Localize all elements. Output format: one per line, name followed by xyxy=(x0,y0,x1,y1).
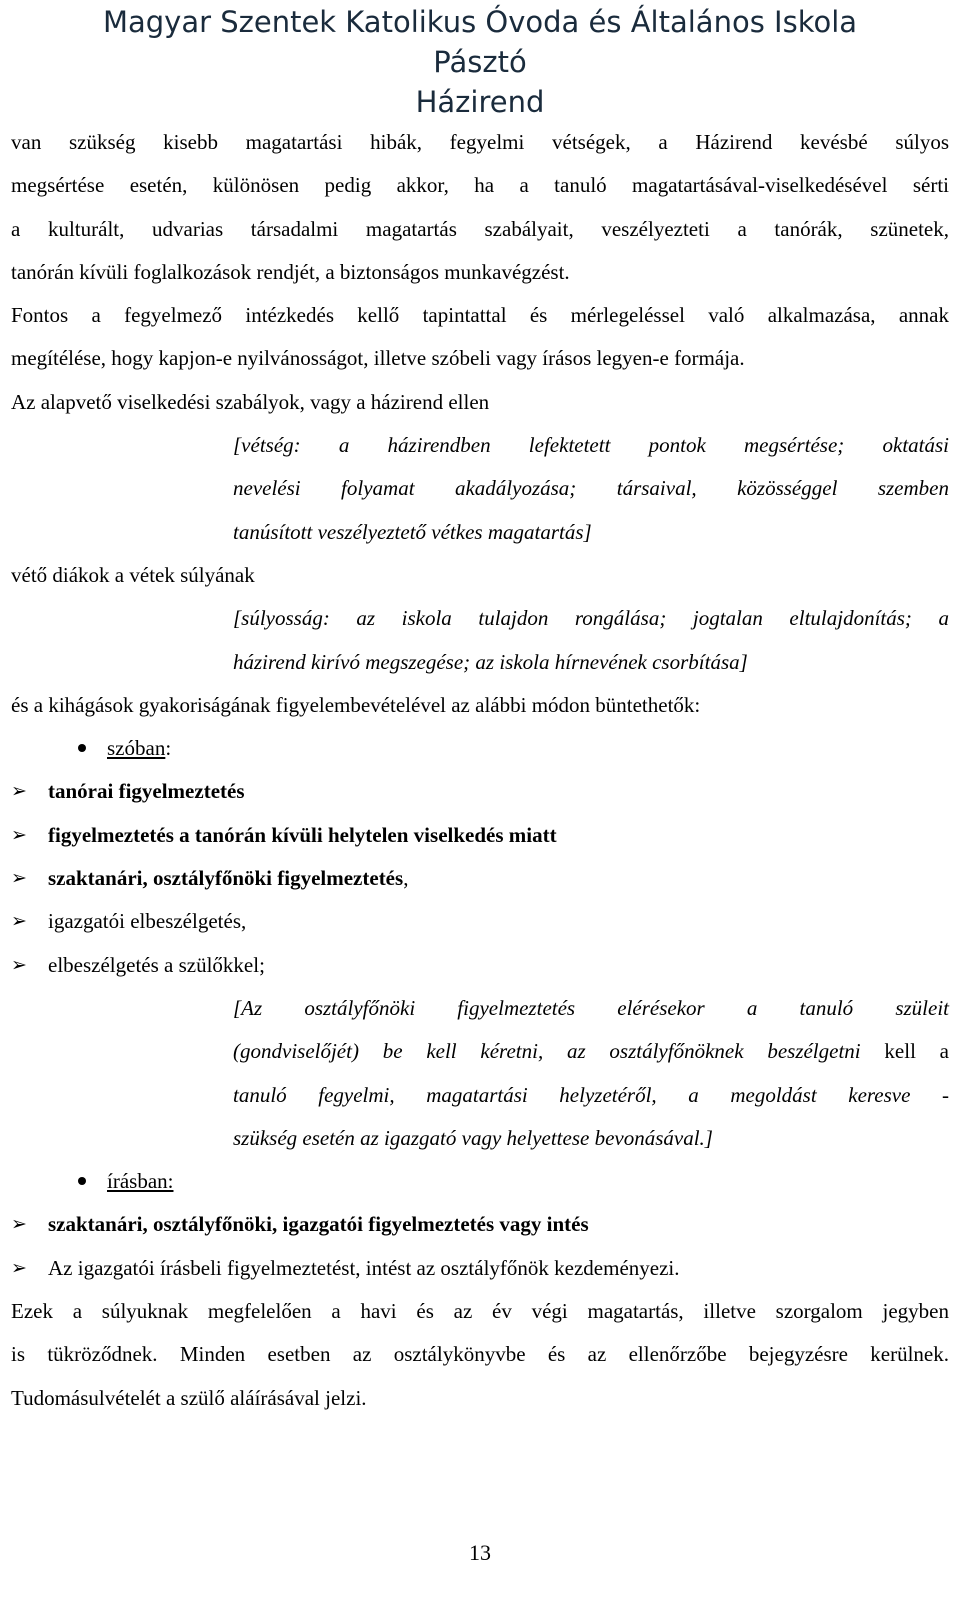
note-parents xyxy=(233,987,949,1160)
bullet-written-label: írásban: xyxy=(107,1169,174,1194)
list-item-suffix: , xyxy=(403,866,409,891)
list-item xyxy=(11,1203,949,1246)
list-item-text: Az igazgatói írásbeli figyelmeztetést, intést az osztályfőnök kezdeményezi. xyxy=(48,1255,680,1280)
arrowhead-bullet-icon: ➢ xyxy=(11,1256,27,1279)
arrowhead-bullet-icon: ➢ xyxy=(11,910,27,933)
arrowhead-bullet-icon: ➢ xyxy=(11,1213,27,1236)
arrowhead-bullet-icon: ➢ xyxy=(11,780,27,803)
page-header xyxy=(0,2,960,122)
bullet-written xyxy=(78,1160,949,1203)
arrowhead-bullet-icon: ➢ xyxy=(11,867,27,890)
document-body xyxy=(11,121,949,1420)
header-title: Házirend xyxy=(415,85,545,119)
header-town: Pásztó xyxy=(433,45,527,79)
page-number: 13 xyxy=(469,1540,491,1565)
text-line: házirend kirívó megszegése; az iskola hírnevének csorbítása] xyxy=(233,649,748,674)
text-line: Ezek a súlyuknak megfelelően a havi és az év végi magatartás, illetve szorgalom jegyben xyxy=(11,1299,949,1324)
text-line: [Az osztályfőnöki figyelmeztetés elérésekor a tanuló szüleit xyxy=(233,995,949,1020)
paragraph-severity: vétő diákok a vétek súlyának xyxy=(11,562,255,587)
text-line: van szükség kisebb magatartási hibák, fegyelmi vétségek, a Házirend kevésbé súlyos xyxy=(11,130,949,154)
text-line: Tudomásulvételét a szülő aláírásával jelzi. xyxy=(11,1385,367,1410)
text-fragment: (gondviselőjét) be kell kéretni, az osztályfőnöknek beszélgetni xyxy=(233,1039,861,1064)
text-line xyxy=(233,1030,949,1073)
list-item-text: tanórai figyelmeztetés xyxy=(48,779,245,804)
note-severity xyxy=(233,597,949,684)
list-item-text: figyelmeztetés a tanórán kívüli helytelen viselkedés miatt xyxy=(48,822,557,847)
list-item-text: szaktanári, osztályfőnöki figyelmeztetés xyxy=(48,866,404,891)
text-line: tanórán kívüli foglalkozások rendjét, a biztonságos munkavégzést. xyxy=(11,259,570,284)
text-line: szükség esetén az igazgató vagy helyettese bevonásával.] xyxy=(233,1125,713,1150)
arrowhead-bullet-icon: ➢ xyxy=(11,953,27,976)
list-item-text: igazgatói elbeszélgetés, xyxy=(48,909,247,934)
text-line: tanuló fegyelmi, magatartási helyzetéről, a megoldást keresve - xyxy=(233,1082,949,1107)
note-offense xyxy=(233,424,949,554)
text-line: megítélése, hogy kapjon-e nyilvánosságot, illetve szóbeli vagy írásos legyen-e formája. xyxy=(11,346,745,371)
paragraph-discipline xyxy=(11,294,949,381)
list-item xyxy=(11,857,949,900)
text-fragment: kell a xyxy=(884,1039,950,1064)
arrowhead-bullet-icon: ➢ xyxy=(11,823,27,846)
text-line: nevelési folyamat akadályozása; társaival, közösséggel szemben xyxy=(233,476,949,501)
text-line: megsértése esetén, különösen pedig akkor, ha a tanuló magatartásával-viselkedésével sérti xyxy=(11,173,949,198)
list-item-text: szaktanári, osztályfőnöki, igazgatói figyelmeztetés vagy intés xyxy=(48,1212,589,1237)
paragraph-punishments: és a kihágások gyakoriságának figyelembevételével az alábbi módon büntethetők: xyxy=(11,692,701,717)
bullet-oral xyxy=(78,727,949,770)
bullet-oral-suffix: : xyxy=(165,736,172,761)
list-item xyxy=(11,1247,949,1290)
list-item xyxy=(11,944,949,987)
list-item xyxy=(11,814,949,857)
paragraph-rules: Az alapvető viselkedési szabályok, vagy a házirend ellen xyxy=(11,389,490,414)
text-line: tanúsított veszélyeztető vétkes magatartás] xyxy=(233,519,592,544)
text-line: [vétség: a házirendben lefektetett pontok megsértése; oktatási xyxy=(233,433,949,458)
text-line: is tükröződnek. Minden esetben az osztálykönyvbe és az ellenőrzőbe bejegyzésre kerülnek. xyxy=(11,1342,949,1367)
bullet-dot-icon xyxy=(78,1177,86,1185)
bullet-dot-icon xyxy=(78,744,86,752)
paragraph-intro xyxy=(11,121,949,294)
paragraph-grades xyxy=(11,1290,949,1420)
text-line: Fontos a fegyelmező intézkedés kellő tapintattal és mérlegeléssel való alkalmazása, annak xyxy=(11,303,949,328)
list-item-text: elbeszélgetés a szülőkkel; xyxy=(48,952,265,977)
list-item xyxy=(11,900,949,943)
text-line: a kulturált, udvarias társadalmi magatartás szabályait, veszélyezteti a tanórák, szünetek, xyxy=(11,216,949,241)
text-line: [súlyosság: az iskola tulajdon rongálása; jogtalan eltulajdonítás; a xyxy=(233,606,949,631)
bullet-oral-label: szóban xyxy=(107,736,166,761)
list-item xyxy=(11,770,949,813)
header-school-name: Magyar Szentek Katolikus Óvoda és Általános Iskola xyxy=(102,5,858,39)
